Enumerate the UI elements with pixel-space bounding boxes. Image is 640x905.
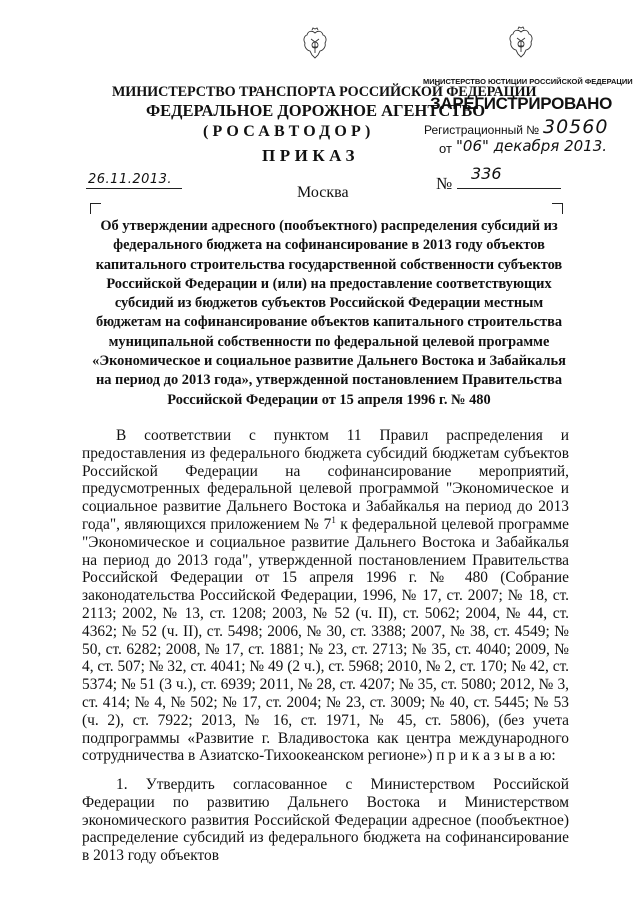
stamp-ministry: МИНИСТЕРСТВО ЮСТИЦИИ РОССИЙСКОЙ ФЕДЕРАЦИИ: [423, 77, 633, 86]
preamble-text-a: В соответствии с пунктом 11 Правил распределения и предоставления из федерального бюджета субсидий бюджетам субъектов Российской Федерации на софинансирование мероприятий, предусмотренных федеральной целевой программой "Экономическое и социальное развитие Дальнего Востока и Забайкалья на период до 2013 года", являющихся приложением № 7: [82, 427, 569, 533]
document-type: ПРИКАЗ: [262, 146, 359, 165]
stamp-status: ЗАРЕГИСТРИРОВАНО: [430, 94, 613, 113]
stamp-reg-label: Регистрационный №: [424, 123, 540, 137]
agency-short-name: (РОСАВТОДОР): [203, 123, 375, 140]
order-title: Об утверждении адресного (пообъектного) распределения субсидий из федерального бюджета на софинансирование в 2013 году объектов капитального строительства государственной собственности субъектов Российской Федерации и (или) на предоставление соответствующих субсидий из бюджетов субъектов Российской Федерации местным бюджетам на софинансирование объектов капитального строительства муниципальной собственности по федеральной целевой программе «Экономическое и социальное развитие Дальнего Востока и Забайкалья на период до 2013 года», утвержденной постановлением Правительства Российской Федерации от 15 апреля 1996 г. № 480: [92, 218, 566, 408]
number-underline: [457, 188, 561, 189]
order-number-label: №: [436, 174, 453, 193]
order-number: 336: [471, 164, 502, 183]
date-underline: [86, 188, 182, 189]
order-date: 26.11.2013.: [88, 172, 173, 187]
stamp-from-label: от: [439, 141, 452, 156]
city: Москва: [297, 184, 349, 201]
title-bracket-left: [90, 203, 101, 214]
ministry-name: МИНИСТЕРСТВО ТРАНСПОРТА РОССИЙСКОЙ ФЕДЕРАЦИИ: [112, 84, 537, 100]
stamp-reg-number: 30560: [543, 116, 609, 138]
appendix-superscript: 1: [331, 514, 336, 525]
justice-ministry-emblem: [506, 26, 536, 60]
preamble-text-b: к федеральной целевой программе "Экономическое и социальное развитие Дальнего Востока и Забайкалья на период до 2013 года", утвержденной постановлением Правительства Российской Федерации от 15 апреля 1996 г. № 480 (Собрание законодательства Российской Федерации, 1996, № 17, ст. 2007; № 18, ст. 2113; 2002, № 13, ст. 1208; 2003, № 52 (ч. II), ст. 5062; 2004, № 44, ст. 4362; № 52 (ч. II), ст. 5498; 2006, № 30, ст. 3388; 2007, № 38, ст. 4549; № 50, ст. 6282; 2008, № 17, ст. 1881; № 23, ст. 2713; № 35, ст. 4040; 2009, № 4, ст. 507; № 32, ст. 4041; № 49 (2 ч.), ст. 5968; 2010, № 2, ст. 170; № 42, ст. 5374; № 51 (3 ч.), ст. 6939; 2011, № 28, ст. 4207; № 35, ст. 5080; 2012, № 3, ст. 414; № 4, № 502; № 17, ст. 2004; № 23, ст. 3009; № 40, ст. 5445; № 53 (ч. 2), ст. 7922; 2013, № 16, ст. 1971, № 45, ст. 5806), (без учета подпрограммы «Развитие г. Владивостока как центра международного сотрудничества в Азиатско-Тихоокеанском регионе») п р и к а з ы в а ю:: [82, 515, 569, 765]
stamp-from-date: "06" декабря 2013.: [456, 137, 608, 155]
title-bracket-right: [552, 203, 563, 214]
coat-of-arms-emblem: [300, 27, 330, 61]
agency-name: ФЕДЕРАЛЬНОЕ ДОРОЖНОЕ АГЕНТСТВО: [146, 101, 486, 120]
clause-1-paragraph: 1. Утвердить согласованное с Министерством Российской Федерации по развитию Дальнего Востока и Министерством экономического развития Российской Федерации адресное (пообъектное) распределение субсидий из федерального бюджета на софинансирование в 2013 году объектов: [82, 776, 569, 865]
preamble-paragraph: [82, 427, 569, 765]
